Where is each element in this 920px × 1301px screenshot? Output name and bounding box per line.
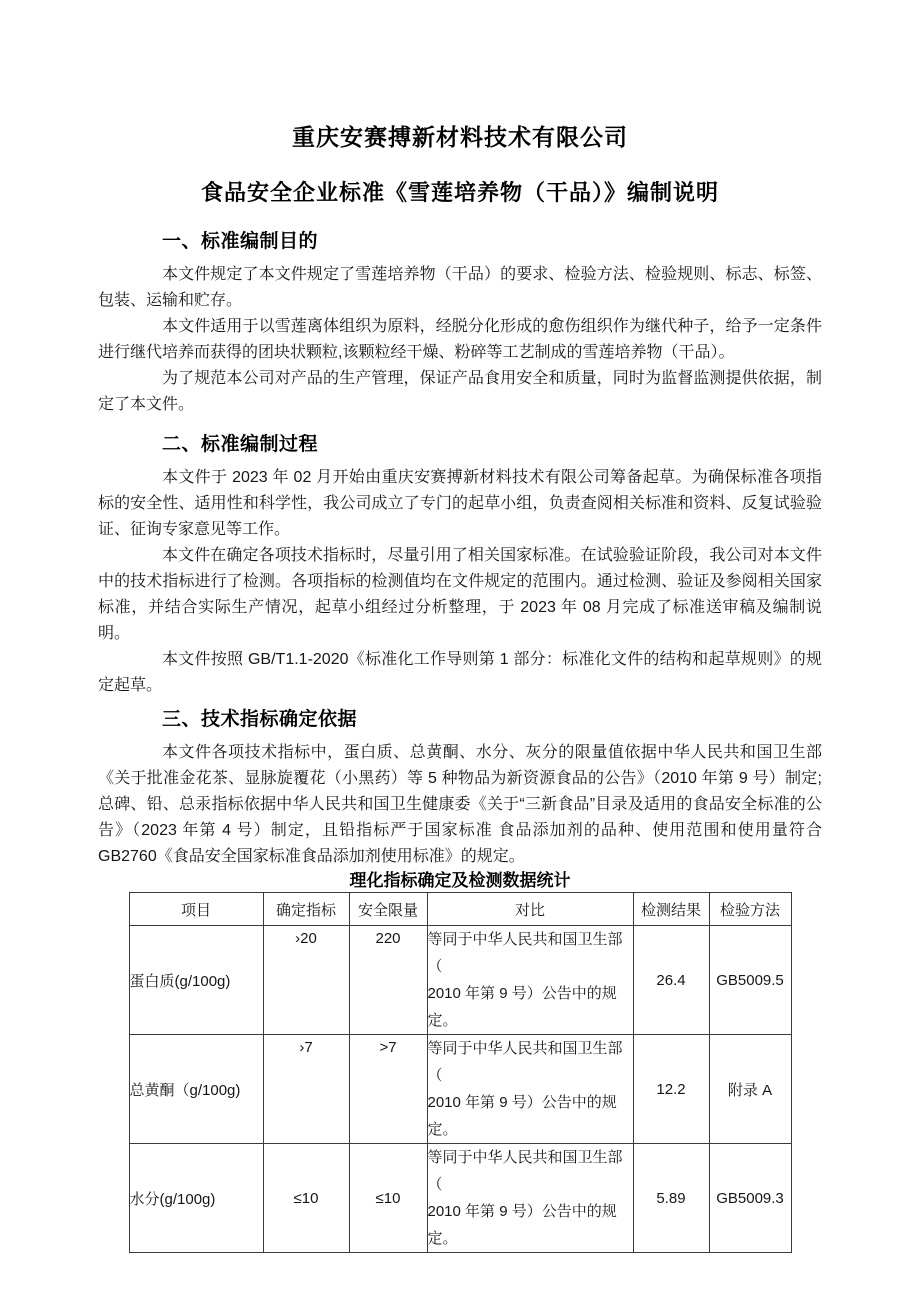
indicator-cell: ›20 <box>263 926 349 1035</box>
limit-cell: 220 <box>349 926 427 1035</box>
table-body <box>129 926 791 1253</box>
result-cell: 12.2 <box>633 1035 709 1144</box>
doc-title-company: 重庆安赛搏新材料技术有限公司 <box>292 124 628 150</box>
doc-title-subject: 食品安全企业标准《雪莲培养物（干品）》编制说明 <box>200 180 719 205</box>
column-header: 对比 <box>427 893 633 926</box>
table-row <box>129 1144 791 1253</box>
result-cell: 26.4 <box>633 926 709 1035</box>
comparison-cell: 等同于中华人民共和国卫生部（ 2010 年第 9 号）公告中的规定。 <box>427 1144 633 1253</box>
section-heading: 二、标准编制过程 <box>162 434 319 455</box>
section-heading: 一、标准编制目的 <box>162 231 319 252</box>
item-cell: 水分(g/100g) <box>129 1144 263 1253</box>
body-paragraph: 本文件各项技术指标中，蛋白质、总黄酮、水分、灰分的限量值依据中华人民共和国卫生部《关于批准金花茶、显脉旋覆花（小黑药）等 5 种物品为新资源食品的公告》（2010 年第 9 号）制定; 总碑、铅、总汞指标依据中华人民共和国卫生健康委《关于“三新食品”目录及适用的食品安全标准的公告》（2023 年第 4 号）制定，且铅指标严于国家标准 食品添加剂的品种、使用范围和使用量符合 GB2760《食品安全国家标准食品添加剂使用标准》的规定。 <box>98 744 822 865</box>
body-paragraph: 本文件适用于以雪莲离体组织为原料，经脱分化形成的愈伤组织作为继代种子，给予一定条件进行继代培养而获得的团块状颗粒,该颗粒经干燥、粉碎等工艺制成的雪莲培养物（干品）。 <box>98 318 822 361</box>
item-cell: 总黄酮（g/100g) <box>129 1035 263 1144</box>
body-paragraph: 为了规范本公司对产品的生产管理，保证产品食用安全和质量，同时为监督监测提供依据，制定了本文件。 <box>98 370 822 413</box>
body-paragraph: 本文件于 2023 年 02 月开始由重庆安赛搏新材料技术有限公司筹备起草。为确保标准各项指标的安全性、适用性和科学性，我公司成立了专门的起草小组，负责查阅相关标准和资料、反复试验验证、征询专家意见等工作。 <box>98 469 822 538</box>
result-cell: 5.89 <box>633 1144 709 1253</box>
limit-cell: ≤10 <box>349 1144 427 1253</box>
table-caption: 理化指标确定及检测数据统计 <box>349 871 571 890</box>
method-cell: GB5009.3 <box>709 1144 791 1253</box>
method-cell: GB5009.5 <box>709 926 791 1035</box>
column-header: 安全限量 <box>349 893 427 926</box>
body-paragraph: 本文件规定了本文件规定了雪莲培养物（干品）的要求、检验方法、检验规则、标志、标签、包装、运输和贮存。 <box>98 266 822 309</box>
column-header: 项目 <box>129 893 263 926</box>
method-cell: 附录 A <box>709 1035 791 1144</box>
table-header-row <box>129 893 791 926</box>
comparison-cell: 等同于中华人民共和国卫生部（ 2010 年第 9 号）公告中的规定。 <box>427 1035 633 1144</box>
section-heading: 三、技术指标确定依据 <box>162 709 358 730</box>
table-row <box>129 1035 791 1144</box>
physical-chemical-indicators-table <box>129 892 792 1253</box>
document-body <box>98 229 822 870</box>
table-row <box>129 926 791 1035</box>
item-cell: 蛋白质(g/100g) <box>129 926 263 1035</box>
indicator-cell: ≤10 <box>263 1144 349 1253</box>
body-paragraph: 本文件按照 GB/T1.1-2020《标准化工作导则第 1 部分：标准化文件的结构和起草规则》的规定起草。 <box>98 651 822 694</box>
comparison-cell: 等同于中华人民共和国卫生部（ 2010 年第 9 号）公告中的规定。 <box>427 926 633 1035</box>
body-paragraph: 本文件在确定各项技术指标时，尽量引用了相关国家标准。在试验验证阶段，我公司对本文件中的技术指标进行了检测。各项指标的检测值均在文件规定的范围内。通过检测、验证及参阅相关国家标准，并结合实际生产情况，起草小组经过分析整理，于 2023 年 08 月完成了标准送审稿及编制说明。 <box>98 547 822 642</box>
limit-cell: >7 <box>349 1035 427 1144</box>
column-header: 检测结果 <box>633 893 709 926</box>
column-header: 检验方法 <box>709 893 791 926</box>
indicator-cell: ›7 <box>263 1035 349 1144</box>
column-header: 确定指标 <box>263 893 349 926</box>
